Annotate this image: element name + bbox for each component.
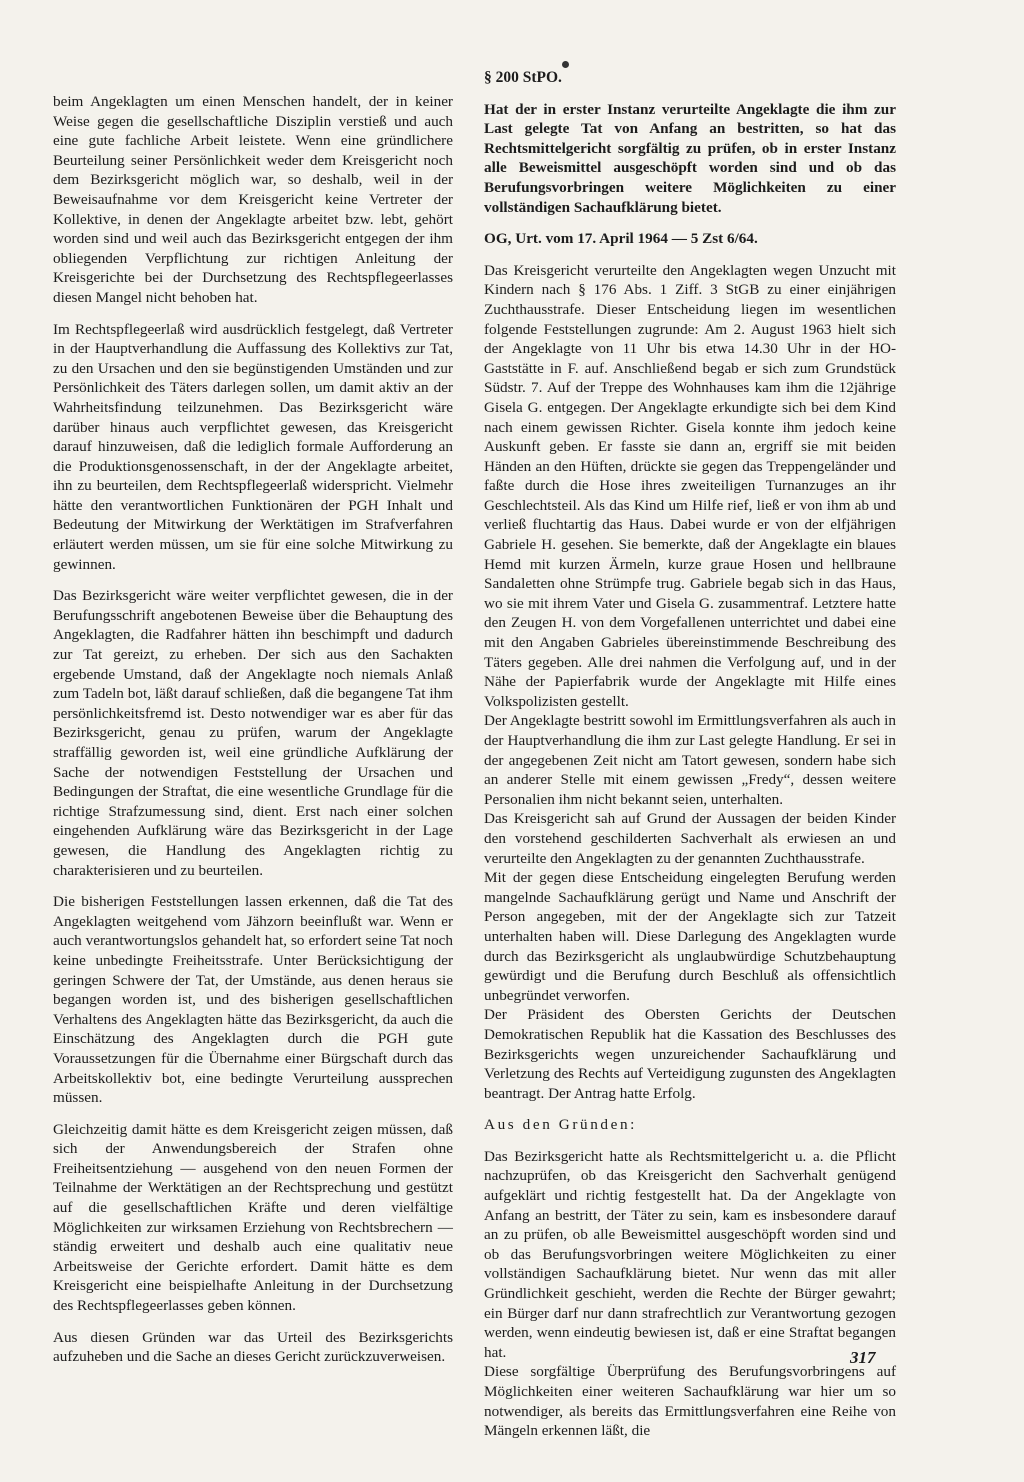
court-citation: OG, Urt. vom 17. April 1964 — 5 Zst 6/64. [484,230,758,248]
right-paragraph-3: Das Kreisgericht sah auf Grund der Aussagen der beiden Kinder den vorstehend geschilderten Sachverhalt als erwiesen an und verurteilte den Angeklagten zu der genannten Zuchthausstrafe. [484,810,896,867]
page-number: 317 [850,1348,876,1367]
right-paragraph-4: Mit der gegen diese Entscheidung eingelegten Berufung werden mangelnde Sachaufklärung gerügt und Name und Anschrift der Person angegeben, mit der der Angeklagte sich zur Tatzeit unterhalten haben will. Diese Darlegung des Angeklagten wurde durch das Bezirksgericht als unglaubwürdige Schutzbehauptung gewürdigt und die Berufung durch Beschluß als offensichtlich unbegründet verworfen. [484,869,896,1004]
left-paragraph-3: Das Bezirksgericht wäre weiter verpflichtet gewesen, die in der Berufungsschrift angebotenen Beweise über die Behauptung des Angeklagten, die Radfahrer hätten ihn beschimpft und dadurch zur Tat gereizt, zu erheben. Der sich aus den Sachakten ergebende Umstand, daß der Angeklagte noch niemals Anlaß zum Tadeln bot, läßt darauf schließen, daß die begangene Tat ihm persönlichkeitsfremd ist. Desto notwendiger war es aber für das Bezirksgericht, genau zu prüfen, warum der Angeklagte straffällig geworden ist, weil eine gründliche Aufklärung der Sache der notwendigen Feststellung der Ursachen und Bedingungen der Straftat, die eine wesentliche Grundlage für die richtige Strafzumessung sind, dient. Erst nach einer solchen eingehenden Aufklärung wäre das Bezirksgericht in der Lage gewesen, die Handlung des Angeklagten richtig zu charakterisieren und zu beurteilen. [53,587,453,879]
print-dot-mark [562,61,569,68]
right-column [484,68,896,1441]
left-paragraph-5: Gleichzeitig damit hätte es dem Kreisgericht zeigen müssen, daß sich der Anwendungsbereich der Strafen ohne Freiheitsentziehung — ausgehend von den neuen Formen der Teilnahme der Werktätigen an der Rechtsprechung und gestützt auf die gesellschaftlichen Kräfte und deren vielfältige Möglichkeiten zur wirksamen Erziehung von Rechtsbrechern — ständig erweitert und deshalb auch eine qualitativ neue Arbeitsweise der Gerichte erfordert. Damit hätte es dem Kreisgericht eine beispielhafte Anleitung in der Durchsetzung des Rechtspflegeerlasses geben können. [53,1120,453,1315]
right-paragraph-1: Das Kreisgericht verurteilte den Angeklagten wegen Unzucht mit Kindern nach § 176 Abs. 1 Ziff. 3 StGB zu einer einjährigen Zuchthausstrafe. Dieser Entscheidung liegen im wesentlichen folgende Feststellungen zugrunde: Am 2. August 1963 hielt sich der Angeklagte von 11 Uhr bis etwa 14.30 Uhr in der HO-Gaststätte in F. auf. Anschließend begab er sich zum Grundstück Südstr. 7. Auf der Treppe des Wohnhauses kam ihm die 12jährige Gisela G. entgegen. Der Angeklagte erkundigte sich bei dem Kind nach einem gewissen Richter. Gisela konnte ihm jedoch keine Auskunft geben. Er fasste sie dann an, ergriff sie mit beiden Händen an den Hüften, drückte sie gegen das Treppengeländer und faßte durch die Hose ihres zweiteiligen Turnanzuges an ihr Geschlechtsteil. Als das Kind um Hilfe rief, ließ er von ihm ab und verließ fluchtartig das Haus. Dabei wurde er von der elfjährigen Gabriele H. gesehen. Sie bemerkte, daß der Angeklagte ein blaues Hemd mit kurzen Ärmeln, kurze graue Hosen und hellbraune Sandaletten ohne Strümpfe trug. Gabriele begab sich in das Haus, wo sie mit ihrem Vater und Gisela G. zusammentraf. Letztere hatte den Zeugen H. von dem Vorgefallenen unterrichtet und dabei eine mit den Angaben Gabrieles übereinstimmende Beschreibung des Täters gegeben. Alle drei nahmen die Verfolgung auf, und in der Nähe der Papierfabrik wurde der Angeklagte mit Hilfe eines Volkspolizisten gestellt. [484,261,896,710]
left-paragraph-4: Die bisherigen Feststellungen lassen erkennen, daß die Tat des Angeklagten weitgehend vom Jähzorn beeinflußt war. Wenn er auch verantwortungslos gehandelt hat, so erfordert seine Tat noch keine unbedingte Freiheitsstrafe. Unter Berücksichtigung der geringen Schwere der Tat, der Umstände, aus denen heraus sie begangen worden ist, und des bisherigen gesellschaftlichen Verhaltens des Angeklagten hätte das Bezirksgericht, da auch die Einschätzung des Angeklagten durch die PGH gute Voraussetzungen für die Übernahme einer Bürgschaft durch das Arbeitskollektiv bot, eine bedingte Verurteilung aussprechen müssen. [53,893,453,1107]
right-paragraph-5: Der Präsident des Obersten Gerichts der Deutschen Demokratischen Republik hat die Kassation des Beschlusses des Bezirksgerichts wegen unzureichender Sachaufklärung und Verletzung des Rechts auf Verteidigung zugunsten des Angeklagten beantragt. Der Antrag hatte Erfolg. [484,1006,896,1102]
left-paragraph-1: beim Angeklagten um einen Menschen handelt, der in keiner Weise gegen die gesellschaftliche Disziplin verstieß und auch eine gute fachliche Arbeit leistete. Wenn eine gründlichere Beurteilung seiner Persönlichkeit weder dem Kreisgericht noch dem Bezirksgericht möglich war, so deshalb, weil in der Beweisaufnahme vor dem Kreisgericht keine Vertreter der Kollektive, in denen der Angeklagte arbeitet bzw. lebt, gehört worden sind und weil auch das Bezirksgericht entgegen der ihm obliegenden Verpflichtung zur richtigen Anleitung der Kreisgerichte bei der Durchsetzung des Rechtspflegeerlasses diesen Mangel nicht behoben hat. [53,93,453,306]
left-paragraph-2: Im Rechtspflegeerlaß wird ausdrücklich festgelegt, daß Vertreter in der Hauptverhandlung die Auffassung des Kollektivs zur Tat, zu den Ursachen und den sie begünstigenden Umständen und zur Persönlichkeit des Täters darlegen sollen, um damit aktiv an der Wahrheitsfindung teilzunehmen. Das Bezirksgericht wäre darüber hinaus auch verpflichtet gewesen, das Kreisgericht darauf hinzuweisen, daß die lediglich formale Aufforderung an die Produktionsgenossenschaft, in der der Angeklagte arbeitet, ihn zu beurteilen, dem Rechtspflegeerlaß widerspricht. Vielmehr hätte den verantwortlichen Funktionären der PGH Inhalt und Bedeutung der Mitwirkung der Werktätigen im Strafverfahren erläutert werden müssen, um sie für eine solche Mitwirkung zu gewinnen. [53,320,453,573]
left-column [53,92,453,1379]
gruende-heading: Aus den Gründen: [484,1116,637,1134]
right-paragraph-2: Der Angeklagte bestritt sowohl im Ermittlungsverfahren als auch in der Hauptverhandlung die ihm zur Last gelegte Handlung. Er sei in der angegebenen Zeit nicht am Tatort gewesen, sondern habe sich an anderer Stelle mit einem gewissen „Fredy“, dessen weitere Personalien ihm nicht bekannt seien, unterhalten. [484,712,896,808]
left-paragraph-6: Aus diesen Gründen war das Urteil des Bezirksgerichts aufzuheben und die Sache an dieses Gericht zurückzuverweisen. [53,1328,453,1366]
headnote: Hat der in erster Instanz verurteilte Angeklagte die ihm zur Last gelegte Tat von Anfang an bestritten, so hat das Rechtsmittelgericht sorgfältig zu prüfen, ob in erster Instanz alle Beweismittel ausgeschöpft worden sind und ob das Berufungsvorbringen weitere Möglichkeiten zu einer vollständigen Sachaufklärung bietet. [484,100,896,216]
gruende-paragraph-1: Das Bezirksgericht hatte als Rechtsmittelgericht u. a. die Pflicht nachzuprüfen, ob das Kreisgericht den Sachverhalt genügend aufgeklärt und richtig festgestellt hat. Da der Angeklagte von Anfang an bestritt, der Täter zu sein, kam es insbesondere darauf an zu prüfen, ob alle Beweismittel ausgeschöpft worden sind und ob das Berufungsvorbringen weitere Möglichkeiten zu einer vollständigen Sachaufklärung bietet. Nur wenn das mit aller Gründlichkeit geschieht, werden die Rechte der Bürger gewahrt; ein Bürger darf nur dann strafrechtlich zur Verantwortung gezogen werden, wenn eindeutig bewiesen ist, daß er eine Straftat begangen hat. [484,1147,896,1361]
gruende-paragraph-2: Diese sorgfältige Überprüfung des Berufungsvorbringens auf Möglichkeiten einer weiteren Sachaufklärung war hier um so notwendiger, als bereits das Ermittlungsverfahren eine Reihe von Mängeln erkennen läßt, die [484,1363,896,1440]
section-number: § 200 StPO. [484,69,562,86]
